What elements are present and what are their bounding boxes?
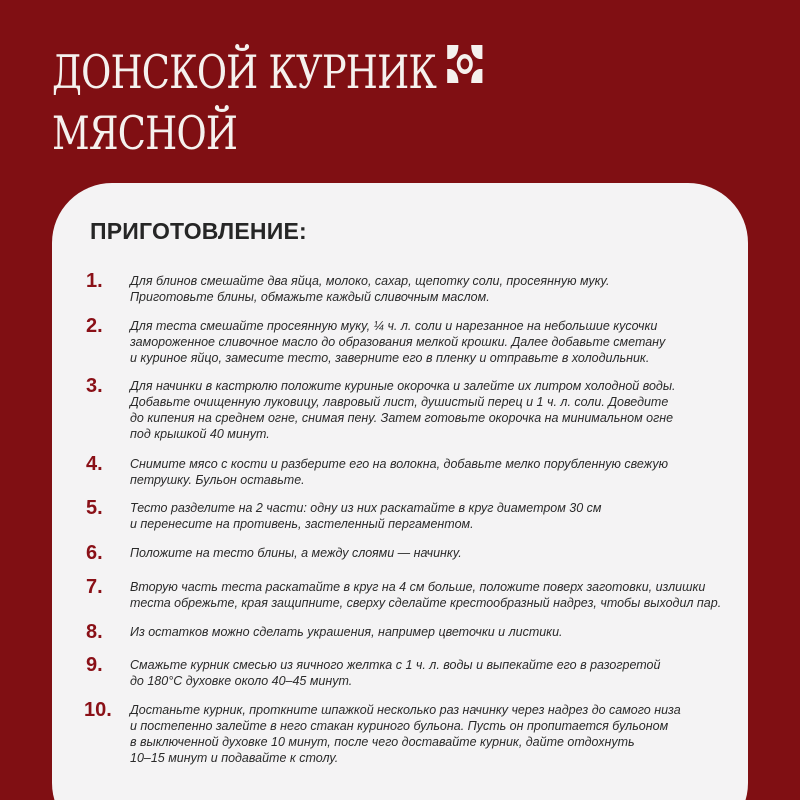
title-line-2: МЯСНОЙ bbox=[52, 106, 238, 160]
step-line: петрушку. Бульон оставьте. bbox=[130, 473, 305, 487]
step-text bbox=[130, 579, 730, 611]
step-text bbox=[130, 378, 730, 442]
quatrefoil-logo-graphic bbox=[444, 41, 486, 87]
step-line: в выключенной духовке 10 минут, после чего доставайте курник, дайте отдохнуть bbox=[130, 735, 635, 749]
step-number: 5. bbox=[86, 497, 103, 519]
step-line: Для начинки в кастрюлю положите куриные окорочка и залейте их литром холодной воды. bbox=[130, 379, 676, 393]
section-heading: ПРИГОТОВЛЕНИЕ: bbox=[90, 218, 307, 244]
step-number: 8. bbox=[86, 621, 103, 643]
step-number: 2. bbox=[86, 315, 103, 337]
step-text bbox=[130, 318, 730, 366]
step-number: 10. bbox=[84, 699, 112, 721]
step-text bbox=[130, 273, 730, 305]
step-line: замороженное сливочное масло до образования мелкой крошки. Далее добавьте сметану bbox=[130, 335, 666, 349]
step-text bbox=[130, 624, 730, 640]
step-line: Вторую часть теста раскатайте в круг на 4 см больше, положите поверх заготовки, излишки bbox=[130, 580, 706, 594]
step-text bbox=[130, 456, 730, 488]
step-number: 7. bbox=[86, 576, 103, 598]
step-line: под крышкой 40 минут. bbox=[130, 427, 270, 441]
step-text bbox=[130, 702, 730, 766]
instructions-card bbox=[52, 183, 748, 800]
step-line: Приготовьте блины, обмажьте каждый сливочным маслом. bbox=[130, 290, 490, 304]
step-line: до кипения на среднем огне, снимая пену. Затем готовьте окорочка на минимальном огне bbox=[130, 411, 674, 425]
step-number: 9. bbox=[86, 654, 103, 676]
step-line: теста обрежьте, края защипните, сверху сделайте крестообразный надрез, чтобы выходил пар. bbox=[130, 596, 722, 610]
step-text bbox=[130, 545, 730, 561]
step-line: Добавьте очищенную луковицу, лавровый лист, душистый перец и 1 ч. л. соли. Доведите bbox=[130, 395, 669, 409]
step-line: Положите на тесто блины, а между слоями — начинку. bbox=[130, 546, 462, 560]
step-line: Для теста смешайте просеянную муку, ¼ ч. л. соли и нарезанное на небольшие кусочки bbox=[130, 319, 658, 333]
step-text bbox=[130, 500, 730, 532]
step-text bbox=[130, 657, 730, 689]
step-line: Достаньте курник, проткните шпажкой несколько раз начинку через надрез до самого низа bbox=[130, 703, 681, 717]
step-line: и перенесите на противень, застеленный пергаментом. bbox=[130, 517, 474, 531]
step-line: Тесто разделите на 2 части: одну из них раскатайте в круг диаметром 30 см bbox=[130, 501, 602, 515]
step-line: Снимите мясо с кости и разберите его на волокна, добавьте мелко порубленную свежую bbox=[130, 457, 669, 471]
step-line: до 180°С духовке около 40–45 минут. bbox=[130, 674, 353, 688]
step-number: 3. bbox=[86, 375, 103, 397]
step-line: и постепенно залейте в него стакан куриного бульона. Пусть он пропитается бульоном bbox=[130, 719, 669, 733]
step-line: Для блинов смешайте два яйца, молоко, сахар, щепотку соли, просеянную муку. bbox=[130, 274, 610, 288]
step-line: и куриное яйцо, замесите тесто, заверните его в пленку и отправьте в холодильник. bbox=[130, 351, 650, 365]
title-line-1-text: ДОНСКОЙ КУРНИК bbox=[52, 45, 437, 99]
step-number: 1. bbox=[86, 270, 103, 292]
step-line: 10–15 минут и подавайте к столу. bbox=[130, 751, 339, 765]
step-line: Из остатков можно сделать украшения, например цветочки и листики. bbox=[130, 625, 563, 639]
page-title bbox=[52, 44, 486, 161]
quatrefoil-logo-icon bbox=[444, 41, 486, 99]
title-line-1 bbox=[52, 44, 486, 105]
step-line: Смажьте курник смесью из яичного желтка с 1 ч. л. воды и выпекайте его в разогретой bbox=[130, 658, 661, 672]
step-number: 6. bbox=[86, 542, 103, 564]
step-number: 4. bbox=[86, 453, 103, 475]
